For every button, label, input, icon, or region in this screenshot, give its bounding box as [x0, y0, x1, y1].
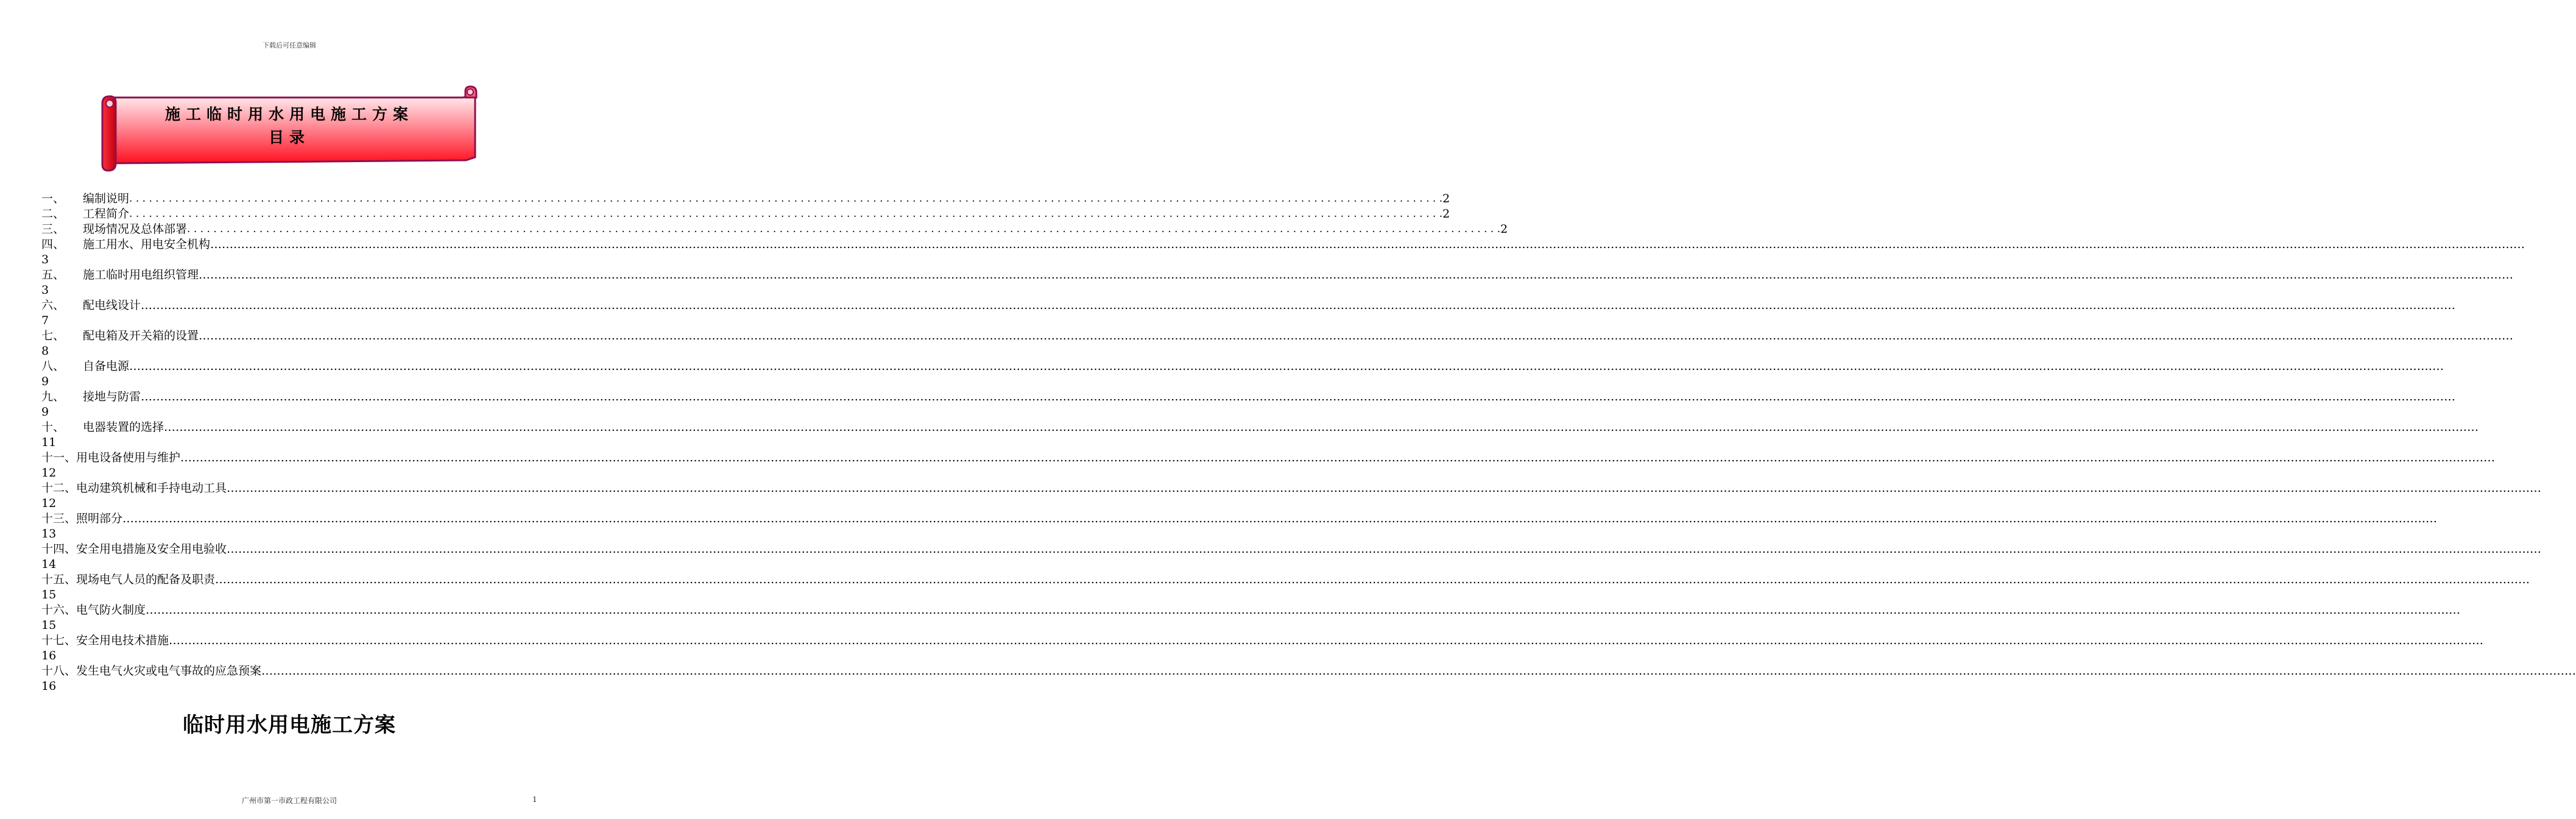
toc-leader-dots: ……………………………………………………………………………………………………………………………………………………………………………………………………………………………………………………………………………………………………………………………………………………………………………………………………………………………………………………………………………………………………………………………………………………	[199, 329, 2514, 342]
toc-leader-dots: ……………………………………………………………………………………………………………………………………………………………………………………………………………………………………………………………………………………………………………………………………………………………………………………………………………………………………………………………………………………………………………………………………………………	[141, 299, 2456, 312]
toc-entry[interactable]	[41, 191, 1450, 207]
toc-leader-dots: ……………………………………………………………………………………………………………………………………………………………………………………………………………………………………………………………………………………………………………………………………………………………………………………………………………………………………………………………………………………………………………………………………………………	[122, 512, 2438, 525]
toc-entry-number: 十七、	[41, 634, 77, 647]
toc-entry-title: 照明部分	[76, 512, 123, 525]
banner-title: 施工临时用水用电施工方案	[164, 105, 414, 123]
toc-entry-page: 15	[41, 619, 57, 632]
toc-entry-title: 发生电气火灾或电气事故的应急预案	[76, 664, 262, 678]
toc-entry[interactable]	[41, 268, 2514, 298]
toc-leader-dots: . . . . . . . . . . . . . . . . . . . . . . . . . . . . . . . . . . . . . . . . . . . . . . . . . . . . . . . . . . . . . . . . . . . . . . . . . . . . . . . . . . . . . . . . . . . . . . . . . . . . . . . . . . . . . . . . . . . . . . . . . . . . . . . . . . . . . . . . . . . . . . . . . . . . . . . . . . . . . . . . . . . . . . . . . . . . . . . . . . . . . . . . . . . . . . . . . . . . . . . .	[187, 223, 1501, 235]
toc-entry-title: 现场情况及总体部署	[83, 222, 188, 236]
toc-leader-dots: ……………………………………………………………………………………………………………………………………………………………………………………………………………………………………………………………………………………………………………………………………………………………………………………………………………………………………………………………………………………………………………………………………………………	[215, 573, 2530, 586]
toc-entry-title: 编制说明	[83, 192, 130, 205]
toc-entry-page: 8	[41, 344, 49, 358]
toc-leader-dots: ……………………………………………………………………………………………………………………………………………………………………………………………………………………………………………………………………………………………………………………………………………………………………………………………………………………………………………………………………………………………………………………………………………………	[164, 420, 2479, 434]
toc-entry[interactable]	[41, 664, 2576, 694]
toc-entry-number: 十八、	[41, 664, 77, 678]
toc-entry[interactable]	[41, 359, 2444, 389]
toc-entry-number: 七、	[41, 329, 65, 342]
toc-entry-title: 安全用电技术措施	[76, 634, 169, 647]
toc-entry-page: 13	[41, 527, 57, 541]
toc-entry-number: 九、	[41, 390, 65, 403]
toc-entry[interactable]	[41, 420, 2479, 450]
toc-leader-dots: ……………………………………………………………………………………………………………………………………………………………………………………………………………………………………………………………………………………………………………………………………………………………………………………………………………………………………………………………………………………………………………………………………………………	[261, 664, 2576, 678]
toc-entry-page: 2	[1442, 207, 1450, 221]
toc-entry-number: 十四、	[41, 542, 77, 556]
toc-entry-title: 配电箱及开关箱的设置	[83, 329, 199, 342]
toc-leader-dots: . . . . . . . . . . . . . . . . . . . . . . . . . . . . . . . . . . . . . . . . . . . . . . . . . . . . . . . . . . . . . . . . . . . . . . . . . . . . . . . . . . . . . . . . . . . . . . . . . . . . . . . . . . . . . . . . . . . . . . . . . . . . . . . . . . . . . . . . . . . . . . . . . . . . . . . . . . . . . . . . . . . . . . . . . . . . . . . . . . . . . . . . . . . . . . . . . . . . . . . .	[129, 193, 1443, 205]
toc-leader-dots: ……………………………………………………………………………………………………………………………………………………………………………………………………………………………………………………………………………………………………………………………………………………………………………………………………………………………………………………………………………………………………………………………………………………	[227, 481, 2542, 495]
toc-entry-number: 十六、	[41, 603, 77, 617]
toc-entry-title: 电气防火制度	[76, 603, 146, 617]
toc-entry-title: 现场电气人员的配备及职责	[76, 573, 216, 586]
toc-entry-page: 2	[1442, 192, 1450, 205]
toc-leader-dots: ……………………………………………………………………………………………………………………………………………………………………………………………………………………………………………………………………………………………………………………………………………………………………………………………………………………………………………………………………………………………………………………………………………………	[141, 390, 2456, 403]
toc-entry-number: 二、	[41, 207, 65, 221]
toc-entry-page: 9	[41, 405, 49, 419]
toc-banner	[97, 85, 481, 174]
toc-entry-page: 3	[41, 283, 49, 297]
toc-leader-dots: . . . . . . . . . . . . . . . . . . . . . . . . . . . . . . . . . . . . . . . . . . . . . . . . . . . . . . . . . . . . . . . . . . . . . . . . . . . . . . . . . . . . . . . . . . . . . . . . . . . . . . . . . . . . . . . . . . . . . . . . . . . . . . . . . . . . . . . . . . . . . . . . . . . . . . . . . . . . . . . . . . . . . . . . . . . . . . . . . . . . . . . . . . . . . . . . . . . . . . . .	[129, 208, 1443, 220]
toc-entry-number: 十、	[41, 420, 65, 434]
toc-entry[interactable]	[41, 298, 2456, 328]
banner-subtitle: 目录	[268, 129, 310, 146]
toc-entry-number: 十三、	[41, 512, 77, 525]
toc-leader-dots: ……………………………………………………………………………………………………………………………………………………………………………………………………………………………………………………………………………………………………………………………………………………………………………………………………………………………………………………………………………………………………………………………………………………	[180, 451, 2496, 464]
footer-page-number: 1	[532, 795, 537, 804]
toc-entry-page: 12	[41, 497, 57, 510]
toc-entry-number: 四、	[41, 238, 65, 251]
toc-entry-page: 16	[41, 649, 57, 662]
toc-entry[interactable]	[41, 633, 2484, 664]
toc-entry-number: 十五、	[41, 573, 77, 586]
toc-entry-title: 自备电源	[83, 360, 130, 373]
toc-entry-title: 接地与防雷	[83, 390, 141, 403]
toc-entry-number: 八、	[41, 360, 65, 373]
toc-entry[interactable]	[41, 450, 2496, 481]
footer-company: 广州市第一市政工程有限公司	[241, 796, 337, 805]
toc-entry-title: 施工用水、用电安全机构	[83, 238, 211, 251]
toc-leader-dots: ……………………………………………………………………………………………………………………………………………………………………………………………………………………………………………………………………………………………………………………………………………………………………………………………………………………………………………………………………………………………………………………………………………………	[169, 634, 2484, 647]
toc-entry[interactable]	[41, 603, 2461, 633]
toc-leader-dots: ……………………………………………………………………………………………………………………………………………………………………………………………………………………………………………………………………………………………………………………………………………………………………………………………………………………………………………………………………………………………………………………………………………………	[227, 542, 2542, 556]
toc-entry-page: 15	[41, 588, 57, 601]
toc-entry[interactable]	[41, 542, 2542, 572]
toc-leader-dots: ……………………………………………………………………………………………………………………………………………………………………………………………………………………………………………………………………………………………………………………………………………………………………………………………………………………………………………………………………………………………………………………………………………………	[129, 360, 2444, 373]
toc-entry[interactable]	[41, 328, 2514, 359]
toc-entry-number: 十一、	[41, 451, 77, 464]
toc-entry-page: 11	[41, 436, 57, 449]
toc-entry-number: 五、	[41, 268, 65, 282]
toc-entry-title: 用电设备使用与维护	[76, 451, 181, 464]
toc-entry-title: 施工临时用电组织管理	[83, 268, 199, 282]
toc-entry-number: 一、	[41, 192, 65, 205]
header-note: 下载后可任意编辑	[263, 41, 316, 49]
toc-entry-title: 安全用电措施及安全用电验收	[76, 542, 227, 556]
toc-entry-page: 2	[1500, 222, 1508, 236]
toc-entry[interactable]	[41, 572, 2530, 603]
table-of-contents	[41, 191, 2576, 694]
toc-entry[interactable]	[41, 207, 1450, 222]
toc-leader-dots: ……………………………………………………………………………………………………………………………………………………………………………………………………………………………………………………………………………………………………………………………………………………………………………………………………………………………………………………………………………………………………………………………………………………	[210, 238, 2525, 251]
toc-entry-page: 3	[41, 253, 49, 266]
toc-leader-dots: ……………………………………………………………………………………………………………………………………………………………………………………………………………………………………………………………………………………………………………………………………………………………………………………………………………………………………………………………………………………………………………………………………………………	[146, 603, 2461, 617]
toc-entry-title: 电动建筑机械和手持电动工具	[76, 481, 227, 495]
toc-entry-page: 12	[41, 466, 57, 480]
toc-entry[interactable]	[41, 237, 2525, 268]
toc-entry-page: 7	[41, 314, 49, 327]
document-title: 临时用水用电施工方案	[183, 713, 396, 737]
toc-entry-title: 配电线设计	[83, 299, 141, 312]
toc-entry-number: 六、	[41, 299, 65, 312]
toc-leader-dots: ……………………………………………………………………………………………………………………………………………………………………………………………………………………………………………………………………………………………………………………………………………………………………………………………………………………………………………………………………………………………………………………………………………………	[199, 268, 2514, 282]
toc-entry[interactable]	[41, 511, 2438, 542]
toc-entry-number: 三、	[41, 222, 65, 236]
toc-entry[interactable]	[41, 481, 2542, 511]
toc-entry-number: 十二、	[41, 481, 77, 495]
toc-entry-title: 工程简介	[83, 207, 130, 221]
toc-entry-page: 9	[41, 375, 49, 388]
toc-entry-page: 14	[41, 558, 57, 571]
toc-entry[interactable]	[41, 389, 2456, 420]
toc-entry[interactable]	[41, 222, 1508, 237]
toc-entry-page: 16	[41, 679, 57, 693]
toc-entry-title: 电器装置的选择	[83, 420, 164, 434]
